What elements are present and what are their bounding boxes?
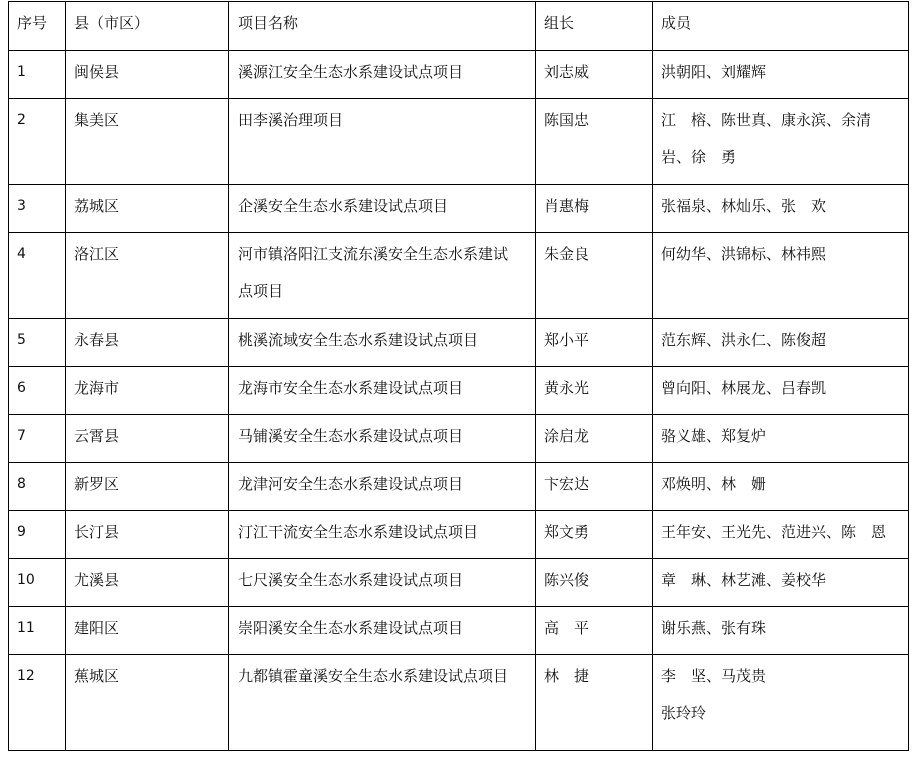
cell-county: 尤溪县 (66, 559, 229, 607)
cell-leader: 高 平 (536, 607, 653, 655)
table-row (9, 367, 909, 415)
cell-no: 7 (9, 415, 66, 463)
cell-project-line: 崇阳溪安全生态水系建设试点项目 (238, 619, 464, 637)
table-row (9, 99, 909, 185)
header-county: 县（市区） (66, 2, 229, 51)
cell-leader: 林 捷 (536, 655, 653, 751)
cell-members-line: 岩、徐 勇 (661, 148, 737, 166)
cell-project (229, 559, 536, 607)
cell-members-line: 李 坚、马茂贵 (661, 667, 767, 685)
cell-no: 6 (9, 367, 66, 415)
cell-leader: 陈兴俊 (536, 559, 653, 607)
cell-project (229, 319, 536, 367)
cell-project (229, 655, 536, 751)
cell-project-line: 龙海市安全生态水系建设试点项目 (238, 379, 464, 397)
cell-county: 荔城区 (66, 185, 229, 233)
cell-members-line: 张福泉、林灿乐、张 欢 (661, 197, 827, 215)
cell-members-line: 邓焕明、林 姗 (661, 475, 767, 493)
cell-county: 集美区 (66, 99, 229, 185)
cell-county: 长汀县 (66, 511, 229, 559)
cell-members (653, 607, 909, 655)
cell-county: 永春县 (66, 319, 229, 367)
cell-members (653, 655, 909, 751)
cell-leader: 陈国忠 (536, 99, 653, 185)
cell-members-line: 洪朝阳、刘耀辉 (661, 63, 767, 81)
table-row (9, 559, 909, 607)
cell-no: 1 (9, 51, 66, 99)
cell-members-line: 曾向阳、林展龙、吕春凯 (661, 379, 827, 397)
cell-members (653, 415, 909, 463)
cell-members (653, 463, 909, 511)
cell-project-line: 龙津河安全生态水系建设试点项目 (238, 475, 464, 493)
cell-project (229, 233, 536, 319)
table-row (9, 51, 909, 99)
cell-county: 建阳区 (66, 607, 229, 655)
cell-county: 新罗区 (66, 463, 229, 511)
table-row (9, 511, 909, 559)
cell-leader: 郑小平 (536, 319, 653, 367)
cell-members (653, 99, 909, 185)
table-row (9, 607, 909, 655)
cell-members (653, 233, 909, 319)
table-header-row (9, 2, 909, 51)
cell-project (229, 511, 536, 559)
cell-leader: 郑文勇 (536, 511, 653, 559)
cell-project (229, 99, 536, 185)
cell-project-line: 田李溪治理项目 (238, 111, 344, 129)
table-row (9, 319, 909, 367)
cell-no: 11 (9, 607, 66, 655)
header-no: 序号 (9, 2, 66, 51)
cell-members (653, 51, 909, 99)
cell-no: 3 (9, 185, 66, 233)
cell-members (653, 559, 909, 607)
cell-members-line: 谢乐燕、张有珠 (661, 619, 767, 637)
cell-leader: 涂启龙 (536, 415, 653, 463)
cell-members (653, 185, 909, 233)
cell-project-line: 马铺溪安全生态水系建设试点项目 (238, 427, 464, 445)
cell-members-line: 王年安、王光先、范进兴、陈 恩 (661, 523, 887, 541)
cell-no: 10 (9, 559, 66, 607)
cell-members (653, 367, 909, 415)
cell-project-line: 汀江干流安全生态水系建设试点项目 (238, 523, 479, 541)
cell-members-line: 江 榕、陈世真、康永滨、余清 (661, 111, 872, 129)
cell-no: 12 (9, 655, 66, 751)
table-row (9, 233, 909, 319)
cell-project-line: 河市镇洛阳江支流东溪安全生态水系建试 (238, 245, 509, 263)
cell-leader: 肖惠梅 (536, 185, 653, 233)
cell-project (229, 415, 536, 463)
cell-no: 5 (9, 319, 66, 367)
header-members: 成员 (653, 2, 909, 51)
cell-no: 8 (9, 463, 66, 511)
cell-members-line: 张玲玲 (661, 704, 707, 722)
cell-project (229, 607, 536, 655)
cell-county: 云霄县 (66, 415, 229, 463)
cell-county: 龙海市 (66, 367, 229, 415)
table-row (9, 415, 909, 463)
cell-leader: 朱金良 (536, 233, 653, 319)
cell-project-line: 九都镇霍童溪安全生态水系建设试点项目 (238, 667, 509, 685)
table-row (9, 463, 909, 511)
cell-no: 9 (9, 511, 66, 559)
cell-county: 闽侯县 (66, 51, 229, 99)
cell-members (653, 511, 909, 559)
cell-project (229, 185, 536, 233)
cell-project (229, 463, 536, 511)
cell-leader: 卞宏达 (536, 463, 653, 511)
cell-county: 洛江区 (66, 233, 229, 319)
cell-members-line: 范东辉、洪永仁、陈俊超 (661, 331, 827, 349)
table-row (9, 185, 909, 233)
cell-project-line: 桃溪流域安全生态水系建设试点项目 (238, 331, 479, 349)
cell-project-line: 企溪安全生态水系建设试点项目 (238, 197, 449, 215)
cell-no: 2 (9, 99, 66, 185)
cell-project (229, 51, 536, 99)
cell-project-line: 点项目 (238, 282, 284, 300)
cell-members-line: 章 琳、林艺滩、姜校华 (661, 571, 827, 589)
cell-leader: 刘志威 (536, 51, 653, 99)
header-project: 项目名称 (229, 2, 536, 51)
cell-county: 蕉城区 (66, 655, 229, 751)
cell-no: 4 (9, 233, 66, 319)
cell-leader: 黄永光 (536, 367, 653, 415)
header-leader: 组长 (536, 2, 653, 51)
project-team-table (8, 1, 909, 751)
cell-members-line: 何幼华、洪锦标、林祎熙 (661, 245, 827, 263)
table-row (9, 655, 909, 751)
cell-project (229, 367, 536, 415)
cell-members (653, 319, 909, 367)
cell-project-line: 溪源江安全生态水系建设试点项目 (238, 63, 464, 81)
cell-members-line: 骆义雄、郑复炉 (661, 427, 767, 445)
cell-project-line: 七尺溪安全生态水系建设试点项目 (238, 571, 464, 589)
